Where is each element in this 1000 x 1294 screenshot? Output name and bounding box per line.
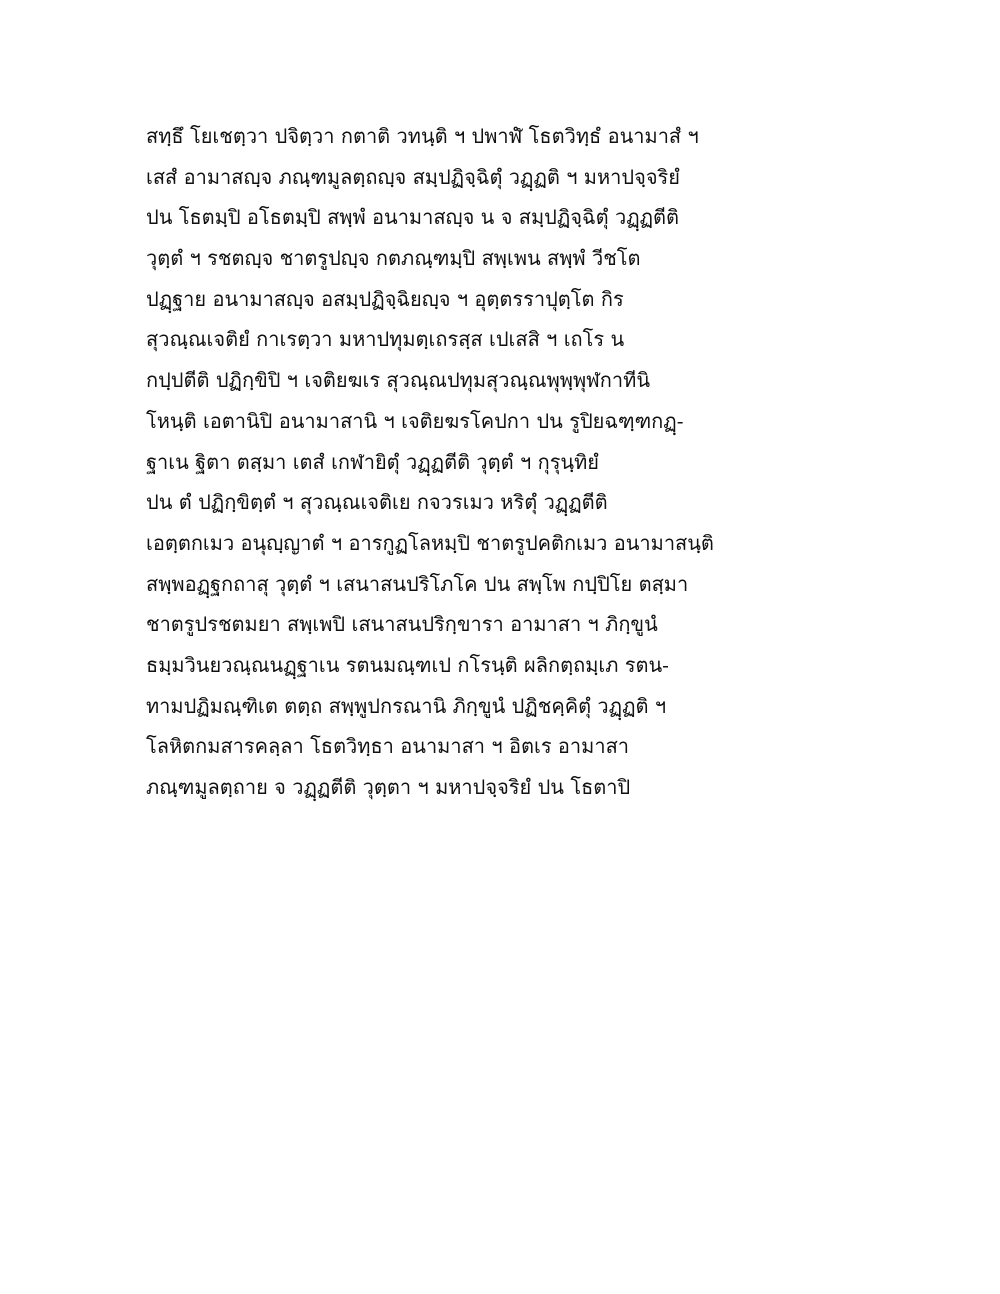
text-line: ฐาเน ฐิตา ตสฺมา เตสํ เกฬายิตุํ วฏฺฏตีติ วุตฺตํ ฯ กุรุนฺทิยํ [146, 449, 600, 474]
text-line: ภณฺฑมูลตฺถาย จ วฏฺฏตีติ วุตฺตา ฯ มหาปจฺจริยํ ปน โธตาปิ [146, 775, 631, 799]
text-line: เสสํ อามาสญฺจ ภณฺฑมูลตฺถญฺจ สมฺปฏิจฺฉิตุํ วฏฺฏติ ฯ มหาปจฺจริยํ [146, 164, 680, 189]
text-line: ปน โธตมฺปิ อโธตมฺปิ สพฺพํ อนามาสญฺจ น จ สมฺปฏิจฺฉิตุํ วฏฺฏตีติ [146, 205, 680, 230]
text-line: ปน ตํ ปฏิกฺขิตฺตํ ฯ สุวณฺณเจติเย กจวรเมว หริตุํ วฏฺฏตีติ [146, 490, 608, 515]
text-line: ชาตรูปรชตมยา สพฺเพปิ เสนาสนปริกฺขารา อามาสา ฯ ภิกฺขูนํ [146, 612, 658, 637]
text-line: เอตฺตกเมว อนุญฺญาตํ ฯ อารกูฏโลหมฺปิ ชาตรูปคติกเมว อนามาสนฺติ [146, 530, 714, 555]
text-line: กปฺปตีติ ปฏิกฺขิปิ ฯ เจติยฆเร สุวณฺณปทุมสุวณฺณพุพฺพุฬกาทีนิ [146, 368, 650, 393]
text-line: ทามปฏิมณฺฑิเต ตตฺถ สพฺพูปกรณานิ ภิกฺขูนํ ปฏิชคฺคิตุํ วฏฺฏติ ฯ [146, 693, 667, 718]
text-line: สพฺพอฏฺฐกถาสุ วุตฺตํ ฯ เสนาสนปริโภโค ปน สพฺโพ กปฺปิโย ตสฺมา [146, 571, 689, 596]
text-line: ปฏฺฐาย อนามาสญฺจ อสมฺปฏิจฺฉิยญฺจ ฯ อุตฺตรราปุตฺโต กิร [146, 286, 624, 311]
body-text [146, 116, 714, 808]
text-line: โหนฺติ เอตานิปิ อนามาสานิ ฯ เจติยฆรโคปกา ปน รูปิยฉฑฺฑกฏฺ- [146, 408, 684, 433]
text-line: โลหิตกมสารคลฺลา โธตวิทฺธา อนามาสา ฯ อิตเร อามาสา [146, 734, 630, 759]
text-line: สทฺธึ โยเชตฺวา ปจิตฺวา กตาติ วทนฺติ ฯ ปพาฬํ โธตวิทฺธํ อนามาสํ ฯ [146, 124, 699, 148]
text-line: วุตฺตํ ฯ รชตญฺจ ชาตรูปญฺจ กตภณฺฑมฺปิ สพฺเพน สพฺพํ วีชโต [146, 246, 641, 271]
text-line: ธมฺมวินยวณฺณนฏฺฐาเน รตนมณฺฑเป กโรนฺติ ผลิกตฺถมฺเภ รตน- [146, 652, 669, 677]
text-line: สุวณฺณเจติยํ กาเรตฺวา มหาปทุมตฺเถรสฺส เปเสสิ ฯ เถโร น [146, 327, 625, 352]
